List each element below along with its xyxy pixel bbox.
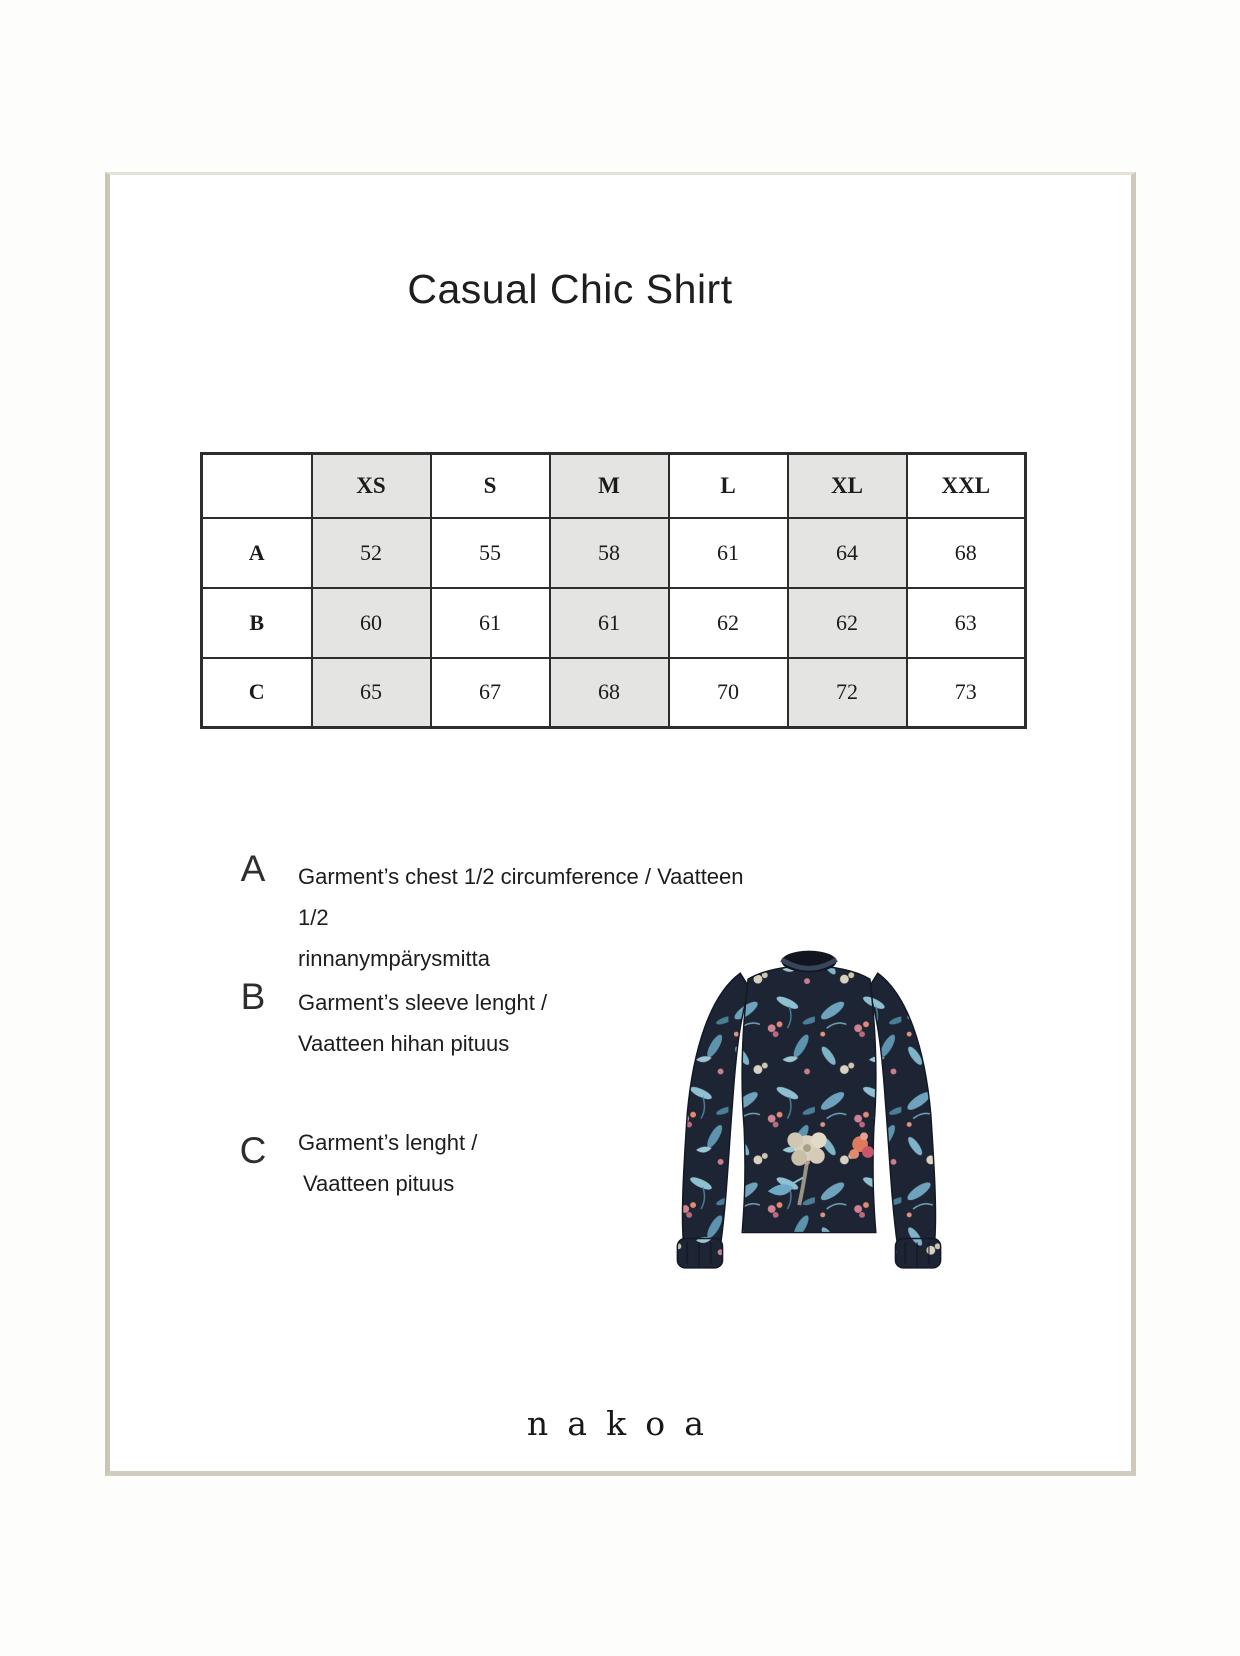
size-cell: 62 — [669, 588, 788, 658]
shirt-left-sleeve — [677, 973, 750, 1268]
size-cell: 61 — [669, 518, 788, 588]
legend-letter-b: B — [240, 976, 266, 1017]
size-cell: 68 — [907, 518, 1026, 588]
size-cell: 61 — [550, 588, 669, 658]
col-header-xs: XS — [312, 454, 431, 518]
legend-c-line1: Garment’s lenght / — [298, 1130, 478, 1155]
corner-cell — [202, 454, 312, 518]
table-row-c — [202, 658, 1026, 728]
col-header-xxl: XXL — [907, 454, 1026, 518]
legend-b-line2: Vaatteen hihan pituus — [298, 1031, 510, 1056]
size-cell: 65 — [312, 658, 431, 728]
size-cell: 68 — [550, 658, 669, 728]
row-label-a: A — [202, 518, 312, 588]
size-cell: 73 — [907, 658, 1026, 728]
size-cell: 63 — [907, 588, 1026, 658]
size-cell: 52 — [312, 518, 431, 588]
size-cell: 58 — [550, 518, 669, 588]
table-row-a — [202, 518, 1026, 588]
size-cell: 62 — [788, 588, 907, 658]
col-header-l: L — [669, 454, 788, 518]
size-cell: 67 — [431, 658, 550, 728]
legend-b-line1: Garment’s sleeve lenght / — [298, 990, 548, 1015]
page-title: Casual Chic Shirt — [407, 266, 733, 312]
shirt-body — [742, 951, 876, 1233]
col-header-s: S — [431, 454, 550, 518]
size-table — [200, 452, 1027, 729]
size-cell: 64 — [788, 518, 907, 588]
product-photo-floral-shirt — [642, 898, 976, 1296]
legend-letter-a: A — [240, 848, 266, 889]
page-border-frame — [105, 172, 1136, 1476]
size-cell: 55 — [431, 518, 550, 588]
legend-a-line1: Garment’s chest 1/2 circumference / Vaatteen 1/2 — [298, 864, 744, 930]
row-label-c: C — [202, 658, 312, 728]
legend-c-line2: Vaatteen pituus — [303, 1171, 455, 1196]
shirt-right-sleeve — [868, 973, 941, 1268]
size-table-header-row — [202, 454, 1026, 518]
size-cell: 61 — [431, 588, 550, 658]
table-row-b — [202, 588, 1026, 658]
col-header-m: M — [550, 454, 669, 518]
size-cell: 72 — [788, 658, 907, 728]
legend-letter-c: C — [239, 1130, 267, 1171]
brand-wordmark: nakoa — [526, 1404, 724, 1443]
size-cell: 70 — [669, 658, 788, 728]
col-header-xl: XL — [788, 454, 907, 518]
row-label-b: B — [202, 588, 312, 658]
size-cell: 60 — [312, 588, 431, 658]
legend-a-line2: rinnanympärysmitta — [298, 946, 490, 971]
